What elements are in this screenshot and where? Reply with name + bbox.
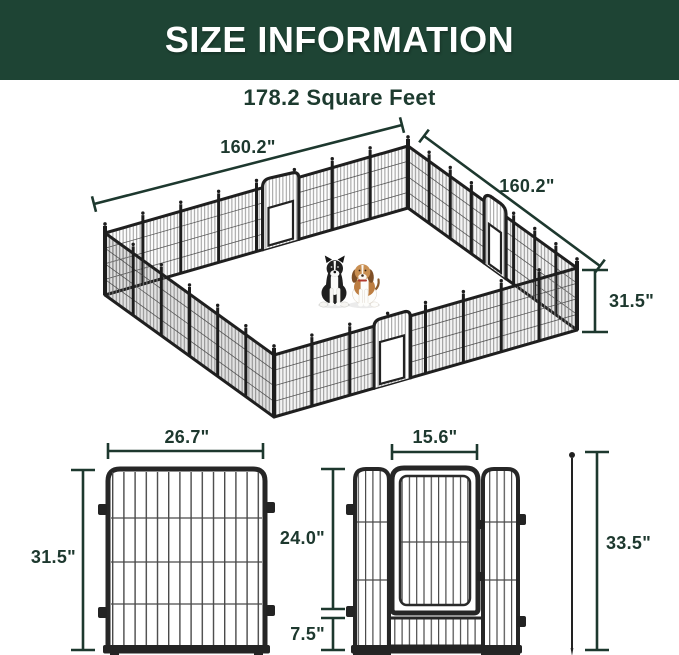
dimension-bottom-section — [290, 618, 345, 650]
header-banner — [0, 0, 679, 80]
panel-hook — [346, 606, 355, 617]
door-panel-bottom-bar — [351, 645, 522, 654]
pen-top-width-label: 160.2" — [220, 137, 276, 157]
door-hinge — [477, 520, 484, 529]
door-panel-diagram — [280, 427, 651, 655]
ground-stake — [569, 452, 575, 655]
panel-hook — [517, 514, 526, 525]
panel-bottom-bar — [103, 645, 270, 654]
dimension-pen-panel-height — [582, 270, 654, 332]
door-width-label: 15.6" — [412, 427, 458, 447]
pen-right-depth-label: 160.2" — [499, 176, 555, 196]
panel-hook — [98, 607, 107, 618]
door-height-label: 24.0" — [279, 528, 325, 548]
door-panel-right-section — [483, 469, 518, 653]
pen-door-back — [263, 173, 299, 250]
panel-hook — [346, 504, 355, 515]
panel-width-label: 26.7" — [164, 427, 210, 447]
door-leaf — [392, 468, 484, 613]
dimension-panel-height — [31, 470, 95, 650]
pen-panel-height-label: 31.5" — [609, 291, 655, 311]
dimension-door-width — [392, 427, 477, 460]
dimension-total-height — [585, 452, 651, 650]
panel-mesh — [112, 472, 262, 646]
dimension-panel-width — [108, 427, 263, 459]
panel-hook — [98, 504, 107, 515]
panel-height-label: 31.5" — [30, 547, 76, 567]
pen-illustration — [92, 117, 654, 417]
pen-door-front — [374, 312, 410, 389]
panel-hook — [517, 616, 526, 627]
dimension-door-height — [280, 469, 345, 609]
door-panel-left-section — [355, 469, 389, 653]
bottom-section-label: 7.5" — [290, 624, 325, 644]
diagram-canvas — [0, 80, 679, 655]
total-height-label: 33.5" — [606, 533, 652, 553]
area-subtitle: 178.2 Square Feet — [243, 85, 436, 110]
door-panel-bottom-strip — [389, 618, 483, 646]
panel-hook — [266, 605, 275, 616]
panel-diagram — [31, 427, 275, 655]
door-hinge — [477, 572, 484, 581]
page-title: SIZE INFORMATION — [164, 19, 515, 60]
panel-hook — [266, 502, 275, 513]
